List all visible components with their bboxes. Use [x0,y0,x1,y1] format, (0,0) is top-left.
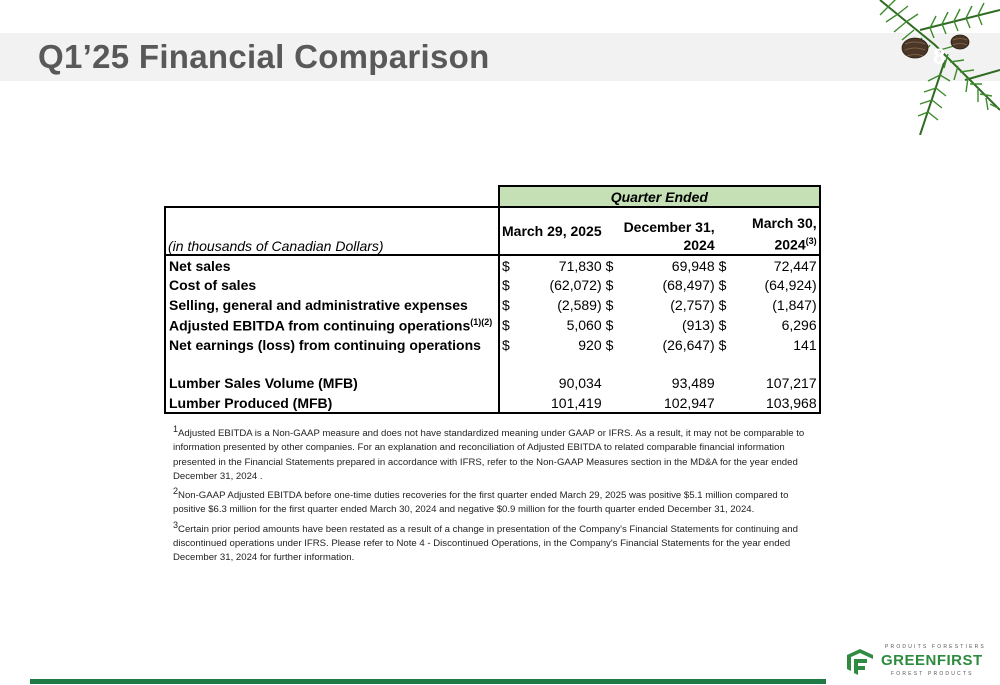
currency: $ [502,277,510,293]
greenfirst-logo [845,642,990,680]
row-label: Lumber Produced (MFB) [165,393,499,413]
row-label-text: Adjusted EBITDA from continuing operations [169,317,471,334]
table-row [165,295,820,315]
row-label: Lumber Sales Volume (MFB) [165,373,499,393]
value: 107,217 [733,373,820,393]
value: 90,034 [558,375,602,391]
table-row [165,315,820,335]
value: (1,847) [733,295,820,315]
logo-wordmark [881,652,983,669]
blank-cell [499,373,515,393]
logo-bottom-text: FOREST PRODUCTS [891,671,974,677]
greenfirst-logo-icon [845,647,875,677]
col-header-text: March 29, 2025 [502,223,602,239]
currency: $ [502,317,510,333]
currency: $ [502,337,510,353]
col-header-text: December 31, [623,219,715,235]
blank-cell [165,355,499,373]
col-header-dec-2024 [604,207,717,255]
currency: $ [605,277,614,293]
value: (64,924) [733,275,820,295]
col-header-text: 2024 [683,237,715,253]
footnote-1 [173,422,813,484]
value: (2,757) [670,297,715,313]
table-row [165,255,820,275]
blank-cell [604,373,620,393]
blank-cell [717,373,733,393]
value: (913) [681,317,715,333]
value: 5,060 [566,317,602,333]
value: 141 [733,335,820,355]
pine-branch-icon [860,0,1000,135]
quarter-ended-row [165,186,820,207]
currency: $ [718,297,727,313]
table-row [165,275,820,295]
value: 101,419 [515,393,604,413]
spacer-row [165,355,820,373]
value: 93,489 [671,375,715,391]
footnote-number: 1 [173,424,179,434]
blank-cell [499,393,515,413]
col-header-mar-2025 [499,207,604,255]
currency: $ [605,317,614,333]
blank-cell [604,393,620,413]
footnote-3 [173,518,813,566]
value: (26,647) [662,337,715,353]
value: (62,072) [549,277,602,293]
units-label: (in thousands of Canadian Dollars) [165,207,499,255]
blank-cell [717,393,733,413]
financial-comparison-table [164,185,821,414]
footnote-text: Non-GAAP Adjusted EBITDA before one-time duties recoveries for the first quarter ended March 29, 2025 was positive $5.1 million compared to positive $6.3 million for the first quarter ended March 30, 2024 and negative $0.9 million for the fourth quarter ended December 31, 2024. [173,490,789,516]
value: 72,447 [733,255,820,275]
value: (68,497) [662,277,715,293]
currency: $ [605,257,614,274]
currency: $ [718,257,727,274]
value: 71,830 [558,257,602,274]
value: 103,968 [733,393,820,413]
logo-top-text: PRODUITS FORESTIERS [885,644,986,650]
footnotes [173,422,813,565]
row-label: Cost of sales [165,275,499,295]
currency: $ [718,317,727,333]
currency: $ [605,337,614,353]
currency: $ [502,297,510,313]
page-number: 8 [933,44,946,69]
logo-green-text: GREEN [881,652,937,669]
quarter-ended-header: Quarter Ended [499,186,820,207]
footnote-number: 2 [173,486,179,496]
value: 6,296 [733,315,820,335]
value: 102,947 [620,393,717,413]
footnote-number: 3 [173,519,179,530]
col-header-text: 2024 [774,237,806,253]
footnote-2 [173,484,813,518]
row-label [165,315,499,335]
table-row [165,335,820,355]
blank-cell [165,186,499,207]
value: 920 [578,337,602,353]
currency: $ [718,277,727,293]
footnote-text: Certain prior period amounts have been restated as a result of a change in presentation of the Company's Financial Statements for continuing and discontinued operations under IFRS. Please refer to Note 4 - Discontinued Operations, in the Company's Financial Statements for the year ended December 31, 2024 for further information. [173,523,798,564]
col-header-text: March 30, [752,215,817,232]
currency: $ [718,337,727,353]
row-label: Selling, general and administrative expenses [165,295,499,315]
currency: $ [605,297,614,313]
footnote-ref: (1)(2) [470,316,493,327]
footnote-ref: (3) [805,236,817,247]
value: (2,589) [557,297,602,313]
table-row [165,373,820,393]
bottom-accent-bar [30,679,826,684]
logo-first-text: FIRST [936,652,983,669]
slide-title: Q1’25 Financial Comparison [38,38,490,75]
blank-cell [499,355,733,373]
table-row [165,393,820,413]
footnote-text: Adjusted EBITDA is a Non-GAAP measure and does not have standardized meaning under GAAP or IFRS. As a result, it may not be comparable to information presented by other companies. For an explanation and reconciliation of Adjusted EBITDA to related comparable financial information presented in the Financial Statements prepared in accordance with IFRS, refer to the Non-GAAP Measures section in the MD&A for the year ended December 31, 2024 . [173,428,805,482]
column-header-row [165,207,820,255]
currency: $ [502,257,510,274]
value: 69,948 [671,257,715,274]
row-label: Net earnings (loss) from continuing operations [165,335,499,355]
blank-cell [733,355,820,373]
col-header-mar-2024 [717,207,820,255]
row-label: Net sales [165,255,499,275]
